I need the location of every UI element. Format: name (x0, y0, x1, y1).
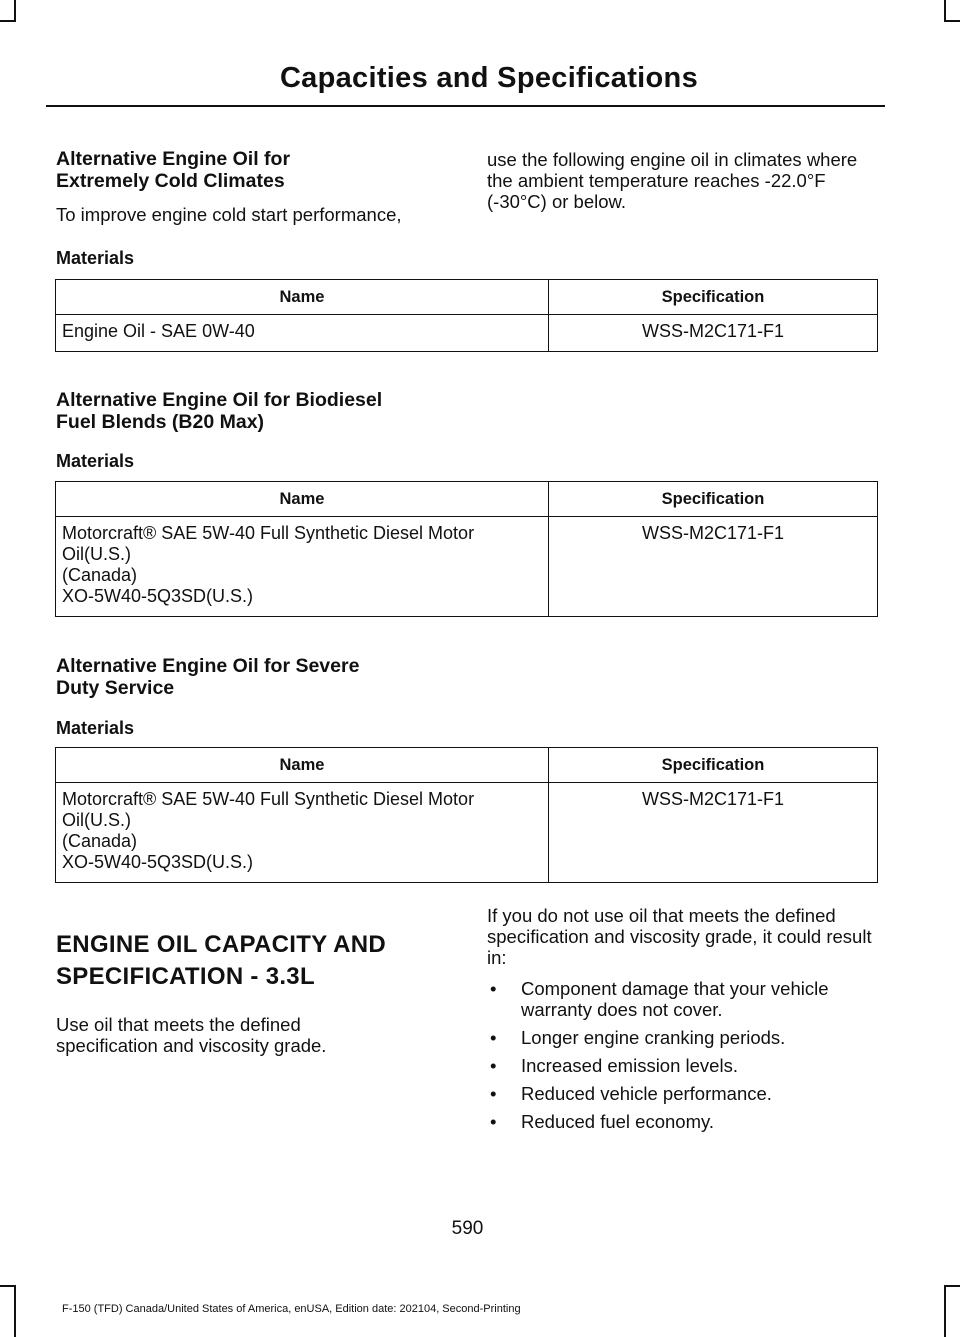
table-header-row (56, 748, 878, 783)
materials-label: Materials (56, 248, 135, 268)
table-header-row (56, 280, 878, 315)
name-line: Oil(U.S.) (62, 544, 131, 564)
name-line: (Canada) (62, 565, 138, 585)
name-line: XO-5W40-5Q3SD(U.S.) (62, 586, 254, 606)
crop-mark-bottom-right-h (944, 1285, 960, 1287)
section-cold-climates (56, 148, 456, 225)
heading-line: Extremely Cold Climates (56, 170, 285, 192)
crop-mark-top-right (944, 0, 946, 20)
section-heading (56, 148, 456, 192)
cell-name (56, 783, 549, 883)
cell-name (56, 517, 549, 617)
cell-spec: WSS-M2C171-F1 (549, 315, 878, 352)
consequences-intro: If you do not use oil that meets the defined specification and viscosity grade, it could result in: (487, 905, 872, 968)
crop-mark-top-left-h (0, 20, 16, 22)
materials-table-severe-duty (55, 747, 878, 883)
list-item: • Longer engine cranking periods. (487, 1027, 881, 1048)
section-heading-capacity (56, 929, 456, 993)
list-item: • Component damage that your vehicle warranty does not cover. (487, 978, 881, 1020)
column-header-name: Name (56, 482, 549, 517)
materials-table-cold (55, 279, 878, 352)
section-heading-severe-duty (56, 655, 476, 699)
intro-text-right: use the following engine oil in climates where the ambient temperature reaches -22.0°F (-30°C) or below. (487, 149, 858, 212)
heading-line: Alternative Engine Oil for Severe (56, 655, 360, 677)
table-row (56, 517, 878, 617)
page-header-title: Capacities and Specifications (279, 62, 698, 94)
crop-mark-top-left (14, 0, 16, 20)
materials-label: Materials (56, 718, 135, 738)
cell-spec: WSS-M2C171-F1 (549, 783, 878, 883)
heading-line: Fuel Blends (B20 Max) (56, 411, 265, 433)
column-header-specification: Specification (549, 280, 878, 315)
table-header-row (56, 482, 878, 517)
heading-line: Duty Service (56, 677, 175, 699)
list-item: • Reduced fuel economy. (487, 1111, 881, 1132)
header-divider (46, 105, 885, 107)
cell-name: Engine Oil - SAE 0W-40 (56, 315, 549, 352)
name-line: (Canada) (62, 831, 138, 851)
heading-line: Alternative Engine Oil for Biodiesel (56, 389, 383, 411)
crop-mark-bottom-left (14, 1285, 16, 1337)
page-number: 590 (451, 1218, 484, 1239)
column-header-specification: Specification (549, 482, 878, 517)
footer-edition-info: F-150 (TFD) Canada/United States of America, enUSA, Edition date: 202104, Second-Printing (62, 1303, 521, 1315)
section-heading-biodiesel (56, 389, 476, 433)
list-item: • Reduced vehicle performance. (487, 1083, 881, 1104)
materials-table-biodiesel (55, 481, 878, 617)
oil-consequences (487, 905, 881, 1139)
crop-mark-bottom-right (944, 1285, 946, 1337)
name-line: Motorcraft® SAE 5W-40 Full Synthetic Diesel Motor (62, 789, 475, 809)
name-line: XO-5W40-5Q3SD(U.S.) (62, 852, 254, 872)
capacity-body-text: Use oil that meets the defined specification and viscosity grade. (56, 1014, 327, 1056)
cell-spec: WSS-M2C171-F1 (549, 517, 878, 617)
table-row (56, 315, 878, 352)
list-item: • Increased emission levels. (487, 1055, 881, 1076)
column-header-name: Name (56, 748, 549, 783)
consequences-list (487, 978, 881, 1132)
column-header-name: Name (56, 280, 549, 315)
heading-line: ENGINE OIL CAPACITY AND (56, 931, 387, 958)
materials-label: Materials (56, 451, 135, 471)
crop-mark-top-right-h (944, 20, 960, 22)
heading-line: SPECIFICATION - 3.3L (56, 963, 315, 990)
column-header-specification: Specification (549, 748, 878, 783)
table-row (56, 783, 878, 883)
section-engine-oil-capacity (56, 929, 456, 1056)
name-line: Motorcraft® SAE 5W-40 Full Synthetic Diesel Motor (62, 523, 475, 543)
name-line: Oil(U.S.) (62, 810, 131, 830)
intro-text-left: To improve engine cold start performance, (56, 204, 402, 225)
heading-line: Alternative Engine Oil for (56, 148, 291, 170)
crop-mark-bottom-left-h (0, 1285, 16, 1287)
